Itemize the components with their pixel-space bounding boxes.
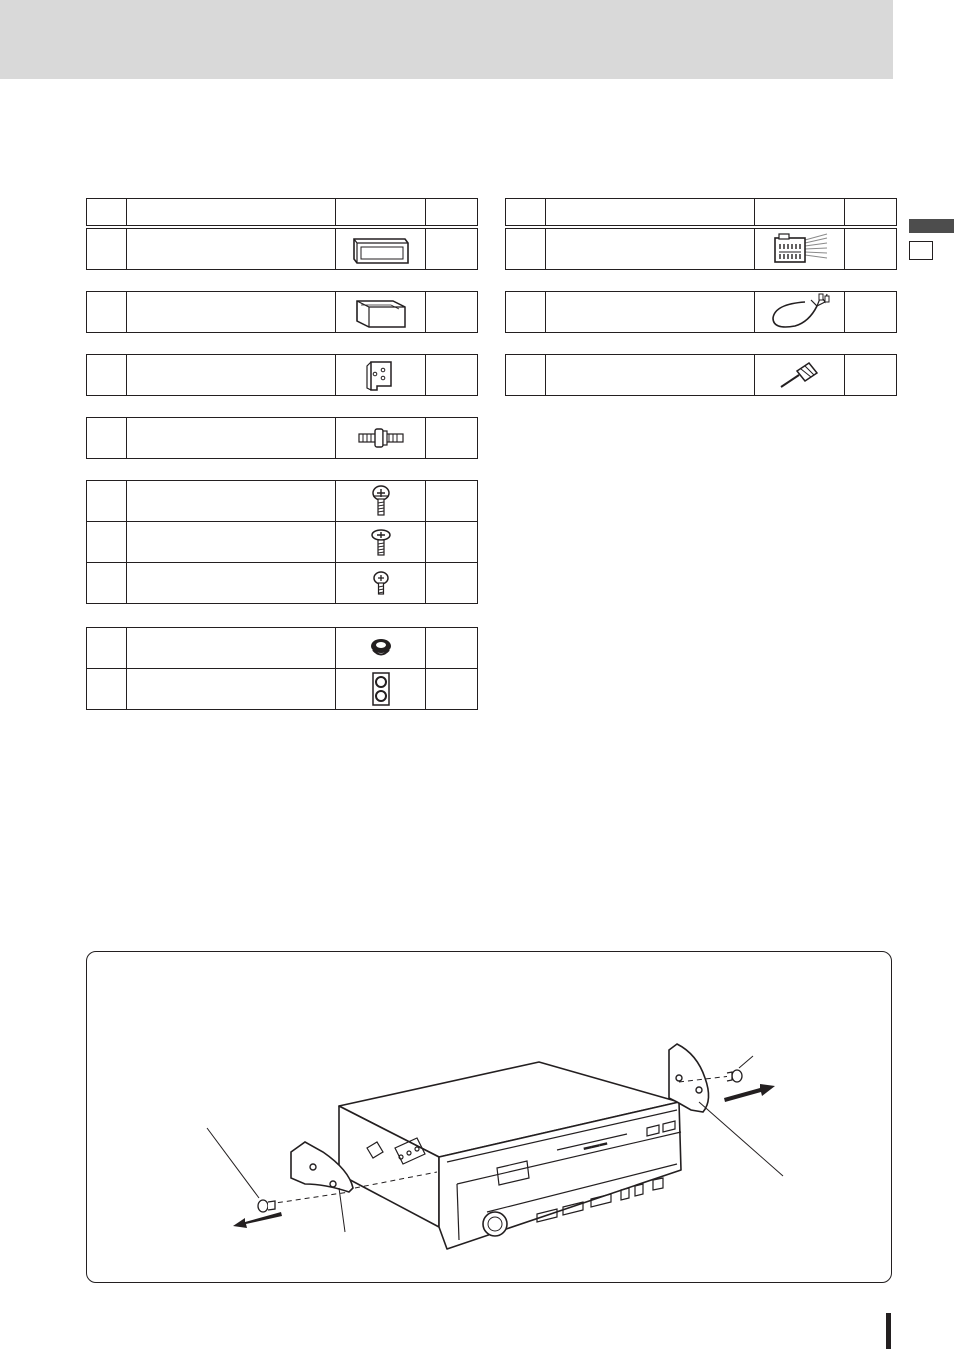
table-header-row — [87, 199, 478, 226]
mounting-bracket-icon — [361, 356, 401, 394]
accessory-group-power-connector — [505, 228, 897, 270]
table-row — [87, 418, 478, 459]
section-tab-box — [909, 241, 933, 260]
accessory-group-screws — [86, 480, 478, 604]
left-arrow-icon — [233, 1212, 282, 1228]
table-header-row — [506, 199, 897, 226]
volume-knob — [483, 1212, 507, 1236]
trim-plate-icon — [349, 231, 413, 267]
mounting-bolt-icon — [355, 423, 407, 453]
table-row — [87, 628, 478, 669]
accessory-group-mounting-collar — [86, 291, 478, 333]
right-arrow-icon — [724, 1084, 775, 1102]
small-screw-icon — [366, 566, 396, 600]
accessory-group-trim-plate — [86, 228, 478, 270]
accessory-group-mounting-bolt — [86, 417, 478, 459]
right-bracket — [669, 1044, 709, 1112]
header-band — [0, 0, 893, 79]
table-row — [87, 355, 478, 396]
table-row — [87, 229, 478, 270]
table-row — [506, 292, 897, 333]
header-no-cell — [87, 199, 127, 226]
header-figure-cell — [755, 199, 845, 226]
header-no-cell — [506, 199, 546, 226]
table-row — [506, 229, 897, 270]
right-screw — [727, 1070, 742, 1082]
header-figure-cell — [336, 199, 426, 226]
table-row — [87, 522, 478, 563]
antenna-adapter-icon — [775, 357, 825, 393]
truss-screw-icon — [366, 483, 396, 519]
page-number-bar — [886, 1313, 891, 1349]
bracket-removal-illustration-box — [86, 951, 892, 1283]
rubber-bushing-icon — [366, 633, 396, 663]
left-screw — [258, 1200, 275, 1212]
table-row — [87, 669, 478, 710]
accessory-table-left — [86, 198, 478, 226]
power-connector-icon — [769, 230, 831, 268]
header-qty-cell — [426, 199, 478, 226]
extension-cord-icon — [765, 292, 835, 332]
brand-logo-mark: ▬▬▬ — [582, 1137, 608, 1152]
header-name-cell — [127, 199, 336, 226]
table-row — [87, 292, 478, 333]
table-row — [506, 355, 897, 396]
header-name-cell — [546, 199, 755, 226]
accessory-group-bushing-lock — [86, 627, 478, 710]
section-tab-marker — [909, 219, 954, 233]
table-row — [87, 563, 478, 604]
mounting-collar-icon — [351, 293, 411, 331]
bracket-removal-diagram — [87, 952, 893, 1284]
lock-plate-icon — [369, 670, 393, 708]
header-qty-cell — [845, 199, 897, 226]
accessory-table-right — [505, 198, 897, 226]
table-row — [87, 481, 478, 522]
accessory-group-mounting-bracket — [86, 354, 478, 396]
accessory-group-extension-cord — [505, 291, 897, 333]
flat-head-screw-icon — [366, 524, 396, 560]
accessory-group-antenna-adapter — [505, 354, 897, 396]
